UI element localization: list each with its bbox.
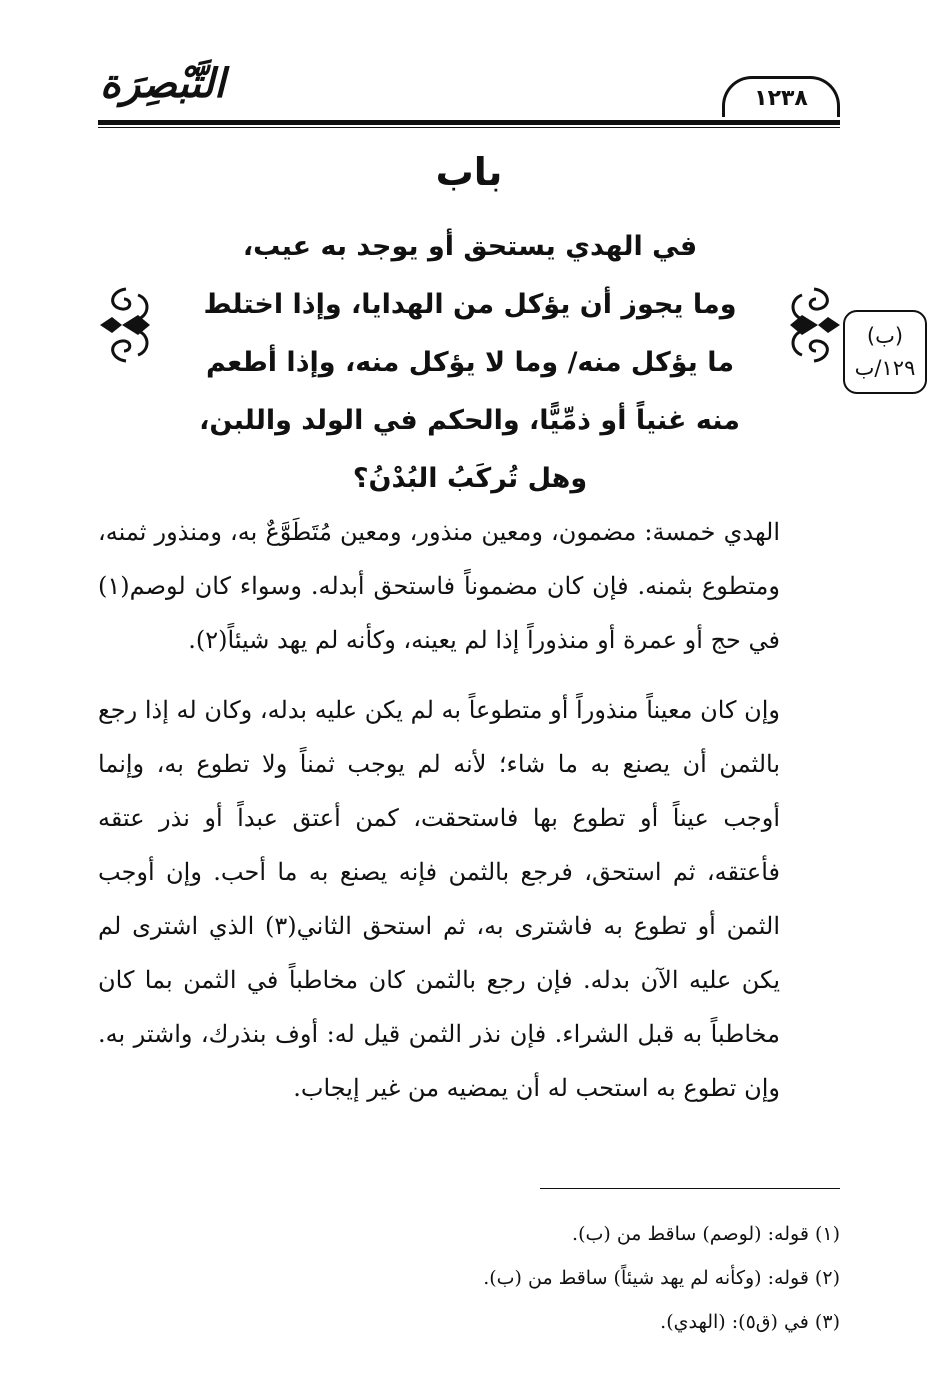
- margin-note-line: (ب): [866, 324, 904, 348]
- paragraph: الهدي خمسة: مضمون، ومعين منذور، ومعين مُتَطَوَّعٌ به، ومنذور ثمنه، ومتطوع بثمنه. فإن كان مضموناً فاستحق أبدله. وسواء كان لوصم(١) في حج أو عمرة أو منذوراً إذا لم يعينه، وكأنه لم يهد شيئاً(٢).: [98, 518, 780, 654]
- book-title: التَّبْصِرَة: [100, 60, 226, 107]
- footnote-divider: [540, 1188, 840, 1189]
- ornament-right-icon: [786, 285, 842, 365]
- chapter-title: [200, 218, 740, 508]
- manuscript-margin-note: [843, 310, 927, 394]
- ornament-left-icon: [98, 285, 154, 365]
- paragraph: وإن كان معيناً منذوراً أو متطوعاً به لم يكن عليه بدله، وكان له إذا رجع بالثمن أن يصنع به ما شاء؛ لأنه لم يوجب ثمناً ولا تطوع به، وإنما أوجب عيناً أو تطوع بها فاستحقت، كمن أعتق عبداً أو نذر عتقه فأعتقه، ثم استحق، فرجع بالثمن فإنه يصنع به ما أحب. وإن أوجب الثمن أو تطوع به فاشترى به، ثم استحق الثاني(٣) الذي اشترى لم يكن عليه الآن بدله. فإن رجع بالثمن كان مخاطباً في الثمن بما كان مخاطباً به قبل الشراء. فإن نذر الثمن قيل له: أوف بنذرك، واشتر به. وإن تطوع به استحب له أن يمضيه من غير إيجاب.: [98, 696, 780, 1102]
- margin-note-line: ١٢٩/ب: [854, 356, 916, 380]
- footnote: (١) قوله: (لوصم) ساقط من (ب).: [572, 1223, 840, 1245]
- chapter-title-line: وما يجوز أن يؤكل من الهدايا، وإذا اختلط: [203, 289, 737, 320]
- chapter-title-line: وهل تُركَبُ البُدْنُ؟: [352, 463, 588, 494]
- header-rule: [98, 120, 840, 125]
- footnote: (٢) قوله: (وكأنه لم يهد شيئاً) ساقط من (ب).: [483, 1267, 840, 1289]
- body-text: [98, 505, 840, 1115]
- chapter-word: باب: [435, 150, 503, 194]
- footnotes: [98, 1212, 840, 1344]
- footnote: (٣) في (ق٥): (الهدي).: [660, 1311, 840, 1333]
- page-header: [98, 60, 840, 130]
- header-rule-thin: [98, 127, 840, 128]
- chapter-title-line: ما يؤكل منه/ وما لا يؤكل منه، وإذا أطعم: [205, 347, 735, 378]
- chapter-title-line: في الهدي يستحق أو يوجد به عيب،: [242, 231, 698, 262]
- chapter-title-line: منه غنياً أو ذمِّيًّا، والحكم في الولد واللبن،: [199, 405, 740, 436]
- page-number: ١٢٣٨: [722, 76, 840, 117]
